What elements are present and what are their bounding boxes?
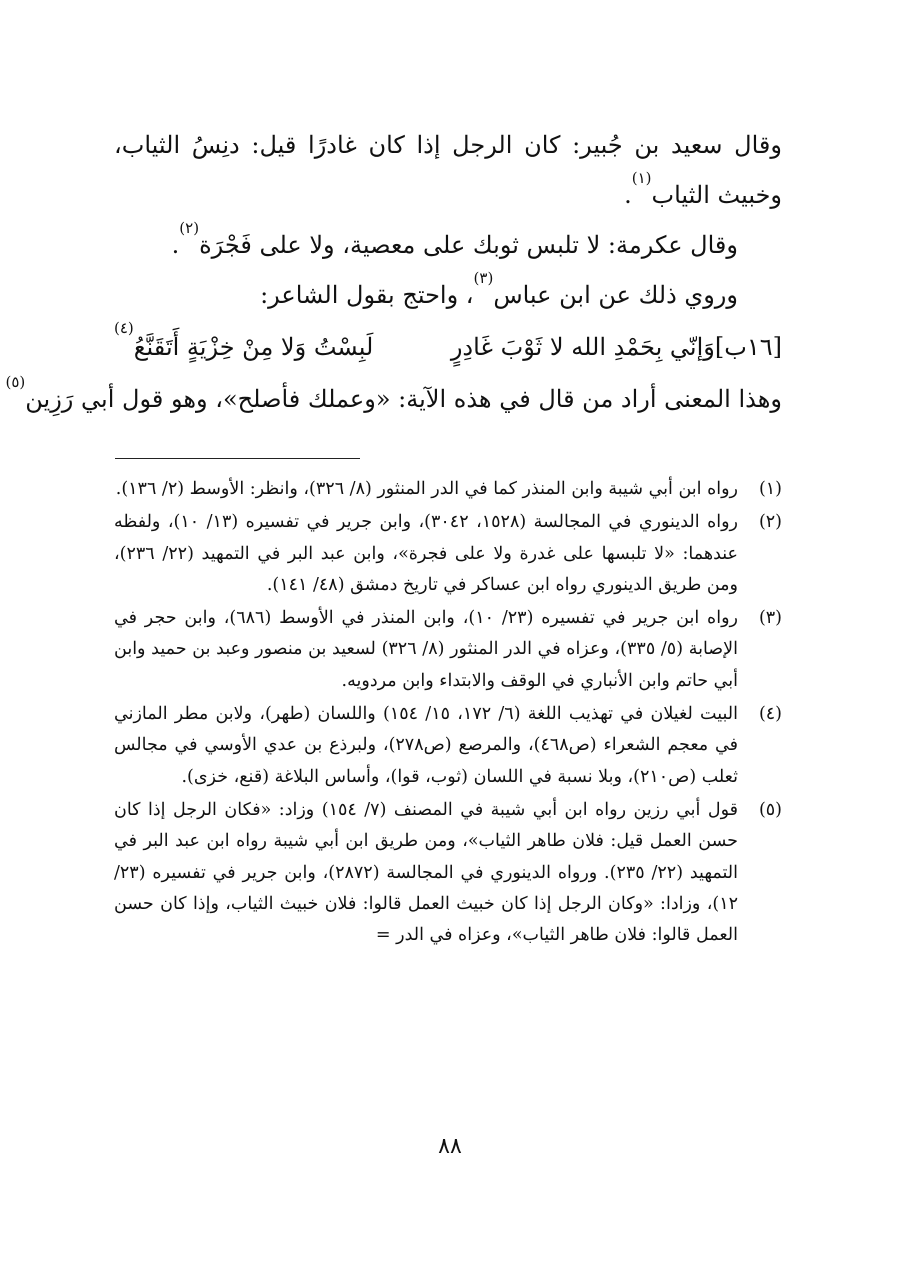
main-line-1: وقال سعيد بن جُبير: كان الرجل إذا كان غادرًا قيل: دنِسُ الثياب، — [114, 131, 782, 159]
footnote-number: (١) — [758, 479, 782, 499]
main-line-4-text-end: ، واحتج بقول الشاعر: — [260, 281, 474, 309]
footnote-number: (٥) — [758, 799, 782, 820]
footnote-item — [114, 474, 782, 505]
main-line-6 — [5, 373, 782, 424]
main-line-3 — [114, 220, 782, 270]
main-line-2 — [114, 170, 782, 220]
footnote-separator — [115, 458, 360, 459]
main-line-2-text: وخبيث الثياب — [651, 181, 782, 209]
hemistich-1: وَإنّي بِحَمْدِ الله لا ثَوْبَ غَادِرٍ — [450, 333, 715, 361]
main-text — [5, 120, 782, 424]
verse-second-half — [114, 320, 373, 374]
footnote-item — [114, 507, 782, 601]
poem-verse — [114, 320, 782, 374]
footnote-item — [114, 699, 782, 793]
hemistich-2: لَبِسْتُ وَلا مِنْ خِزْيَةٍ أَتَقَنَّعُ — [133, 333, 374, 361]
footnote-text: قول أبي رزين رواه ابن أبي شيبة في المصنف (٧/ ١٥٤) وزاد: «فكان الرجل إذا كان حسن العمل قيل: فلان طاهر الثياب»، ومن طريق ابن أبي شيبة رواه ابن عبد البر في التمهيد (٢٢/ ٢٣٥). ورواه الدينوري في المجالسة (٢٨٧٢)، وابن جرير في تفسيره (٢٣/ ١٢)، وزادا: «وكان الرجل إذا كان خبيث العمل قالوا: فلان خبيث الثياب، وإذا كان حسن العمل قالوا: فلان طاهر الثياب»، وعزاه في الدر = — [114, 799, 738, 946]
footnote-text: البيت لغيلان في تهذيب اللغة (٦/ ١٧٢، ١٥/ ١٥٤) واللسان (طهر)، ولابن مطر المازني في معجم الشعراء (ص٤٦٨)، والمرصع (ص٢٧٨)، ولبرذع بن عدي الأوسي في مجالس ثعلب (ص٢١٠)، وبلا نسبة في اللسان (ثوب، قوا)، وأساس البلاغة (قنع، خزى). — [114, 704, 739, 787]
footnote-item — [114, 795, 782, 951]
footnote-text: رواه ابن أبي شيبة وابن المنذر كما في الدر المنثور (٨/ ٣٢٦)، وانظر: الأوسط (٢/ ١٣٦). — [115, 479, 738, 499]
footnote-text: رواه ابن جرير في تفسيره (٢٣/ ١٠)، وابن المنذر في الأوسط (٦٨٦)، وابن حجر في الإصابة (٥/ ٣٣٥)، وعزاه في الدر المنثور (٨/ ٣٢٦) لسعيد بن منصور وعبد بن حميد وابن أبي حاتم وابن الأنباري في الوقف والابتداء وابن مردويه. — [114, 608, 738, 691]
footnote-number: (٤) — [758, 704, 782, 725]
folio-marker: [١٦ب] — [714, 333, 782, 361]
main-line-6-text: وهذا المعنى أراد من قال في هذه الآية: «وعملك فأصلح»، وهو قول أبي رَزِين — [25, 385, 782, 413]
verse-first-half — [451, 320, 782, 374]
footnote-ref-3: (٣) — [473, 269, 494, 287]
footnote-number: (٣) — [758, 608, 782, 629]
footnotes — [114, 474, 782, 953]
footnote-item — [114, 603, 782, 697]
main-line-3-text: وقال عكرمة: لا تلبس ثوبك على معصية، ولا على فَجْرَة — [199, 231, 738, 259]
page-number: ٨٨ — [438, 1134, 462, 1159]
main-line-2-end: . — [624, 181, 632, 209]
main-line-3-end: . — [171, 231, 180, 259]
footnote-ref-2: (٢) — [179, 219, 200, 237]
footnote-ref-1: (١) — [631, 169, 652, 187]
footnote-text: رواه الدينوري في المجالسة (١٥٢٨، ٣٠٤٢)، وابن جرير في تفسيره (١٣/ ١٠)، ولفظه عندهما: «لا تلبسها على غدرة ولا على فجرة»، وابن عبد البر في التمهيد (٢٢/ ٢٣٦)، ومن طريق الدينوري رواه ابن عساكر في تاريخ دمشق (٤٨/ ١٤١). — [114, 512, 739, 595]
main-line-4-text: وروي ذلك عن ابن عباس — [493, 281, 738, 309]
main-line-4 — [114, 270, 782, 320]
footnote-ref-4: (٤) — [114, 319, 134, 337]
footnote-number: (٢) — [758, 512, 782, 533]
footnote-ref-5: (٥) — [5, 373, 26, 391]
